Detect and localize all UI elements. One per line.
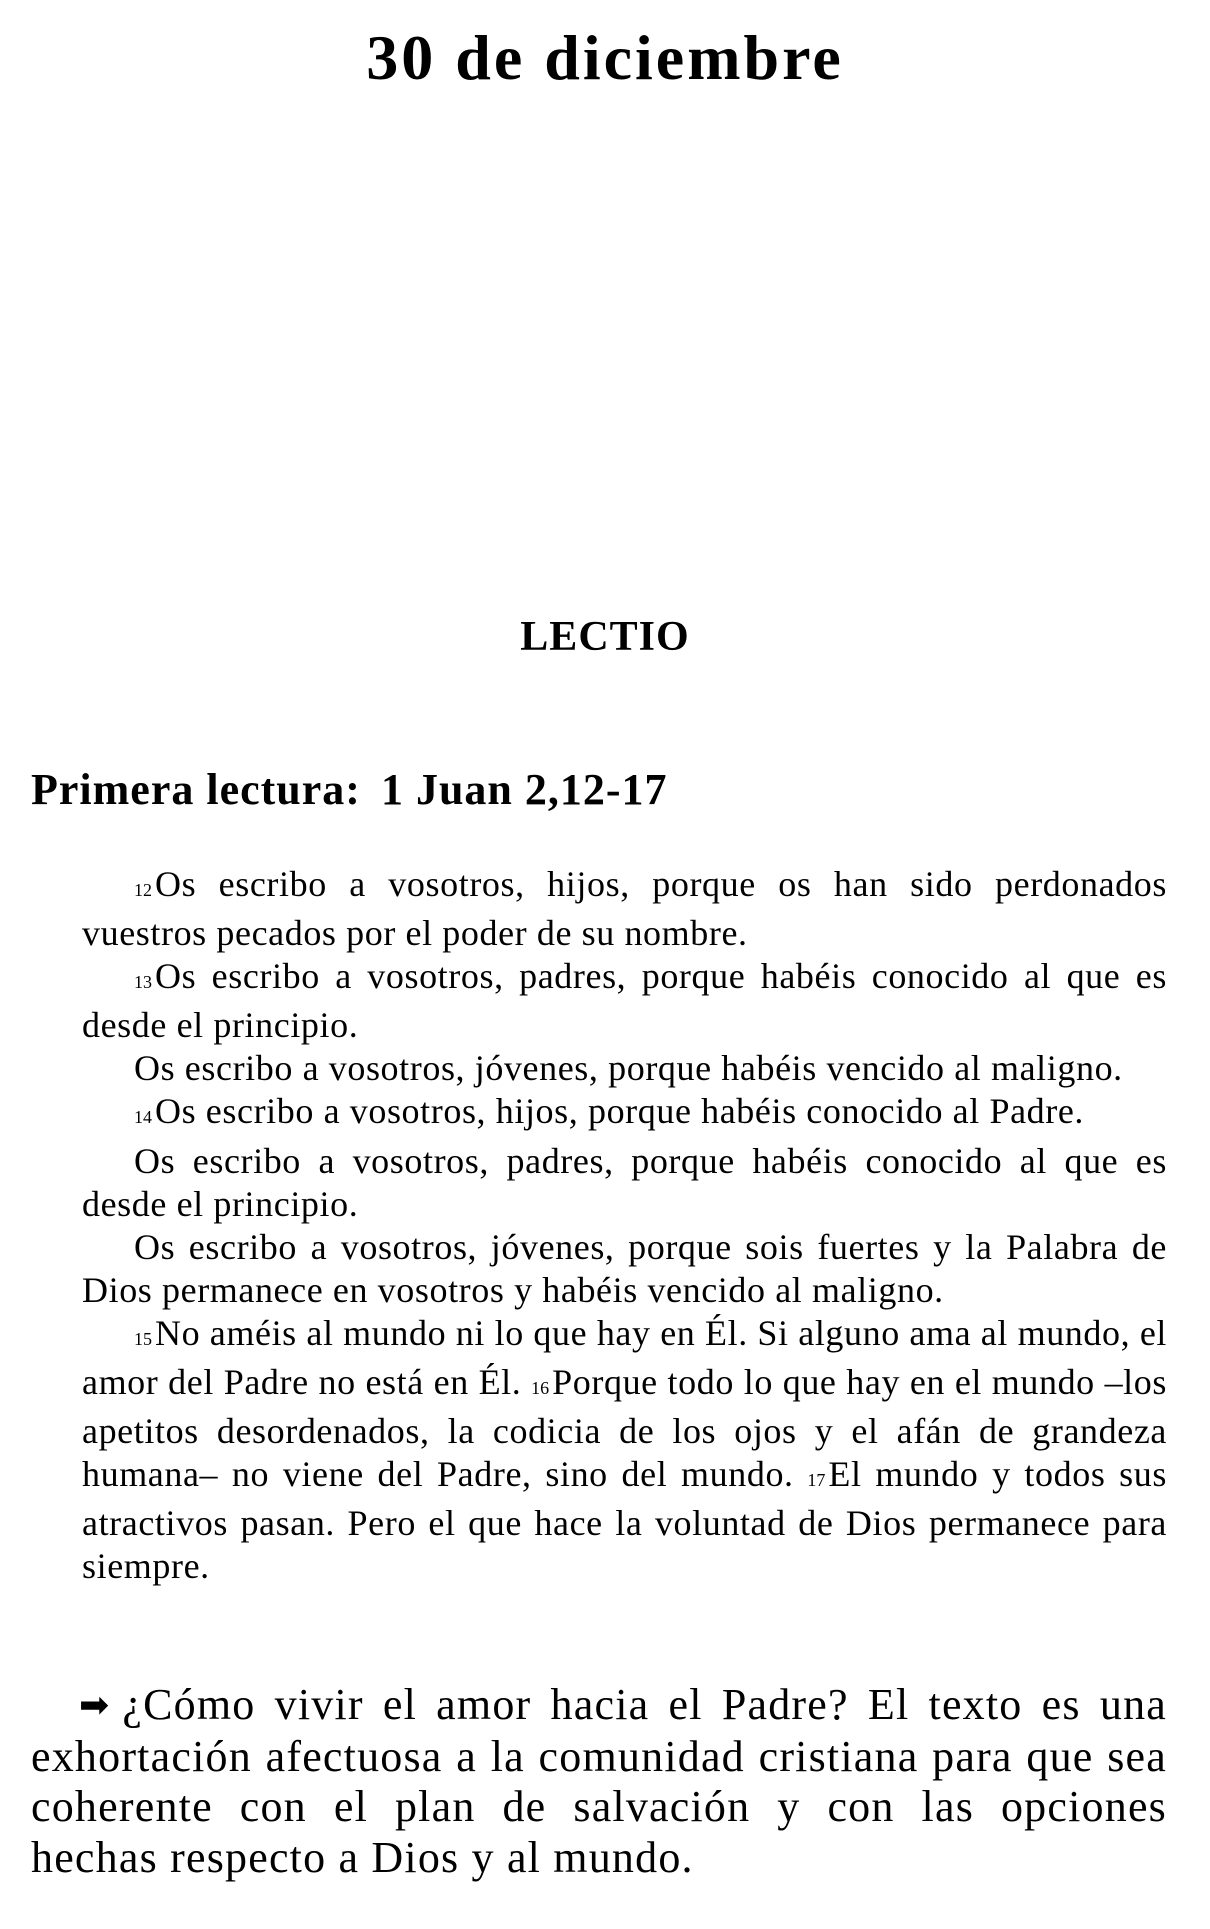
reading-label: Primera lectura: (31, 765, 361, 814)
verse-text: Os escribo a vosotros, padres, porque habéis conocido al que es desde el principio. (82, 1140, 1167, 1224)
verse-text: Os escribo a vosotros, jóvenes, porque habéis vencido al maligno. (134, 1048, 1123, 1089)
page-title: 30 de diciembre (366, 22, 844, 93)
scripture-passage (82, 863, 1167, 1589)
passage-paragraph-1 (82, 863, 1167, 955)
verse-number: 17 (807, 1470, 826, 1491)
arrow-right-icon: ➡ (79, 1685, 111, 1726)
verse-number: 14 (134, 1107, 152, 1128)
reading-heading (31, 764, 668, 816)
verse-number: 16 (531, 1378, 550, 1399)
passage-paragraph-3 (82, 1047, 1167, 1090)
passage-paragraph-2 (82, 955, 1167, 1047)
passage-paragraph-7 (82, 1312, 1167, 1589)
verse-text: Os escribo a vosotros, hijos, porque habéis conocido al Padre. (155, 1091, 1085, 1132)
verse-number: 12 (134, 880, 152, 900)
verse-number: 13 (134, 972, 152, 993)
verse-text: Os escribo a vosotros, jóvenes, porque sois fuertes y la Palabra de Dios permanece en vosotros y habéis vencido al maligno. (82, 1226, 1167, 1310)
verse-text: El mundo y todos sus atractivos pasan. Pero el que hace la voluntad de Dios permanece para siempre. (82, 1454, 1167, 1587)
reading-reference: 1 Juan 2,12-17 (380, 765, 668, 814)
verse-text: Os escribo a vosotros, padres, porque habéis conocido al que es desde el principio. (82, 956, 1167, 1046)
verse-number: 15 (134, 1328, 152, 1349)
passage-paragraph-5 (82, 1140, 1167, 1226)
reflection-paragraph (31, 1680, 1167, 1883)
passage-paragraph-4 (82, 1090, 1167, 1139)
reflection-text: ¿Cómo vivir el amor hacia el Padre? El texto es una exhortación afectuosa a la comunidad cristiana para que sea coherente con el plan de salvación y con las opciones hechas respecto a Dios y al mundo. (31, 1680, 1167, 1882)
passage-paragraph-6 (82, 1226, 1167, 1312)
verse-text: No améis al mundo ni lo que hay en Él. Si alguno ama al mundo, el amor del Padre no está en Él. (82, 1312, 1167, 1403)
verse-text: Os escribo a vosotros, hijos, porque os han sido perdonados vuestros pecados por el poder de su nombre. (82, 864, 1167, 954)
verse-text: Porque todo lo que hay en el mundo –los apetitos desordenados, la codicia de los ojos y el afán de grandeza humana– no viene del Padre, sino del mundo. (82, 1362, 1167, 1495)
section-title: LECTIO (520, 614, 690, 660)
